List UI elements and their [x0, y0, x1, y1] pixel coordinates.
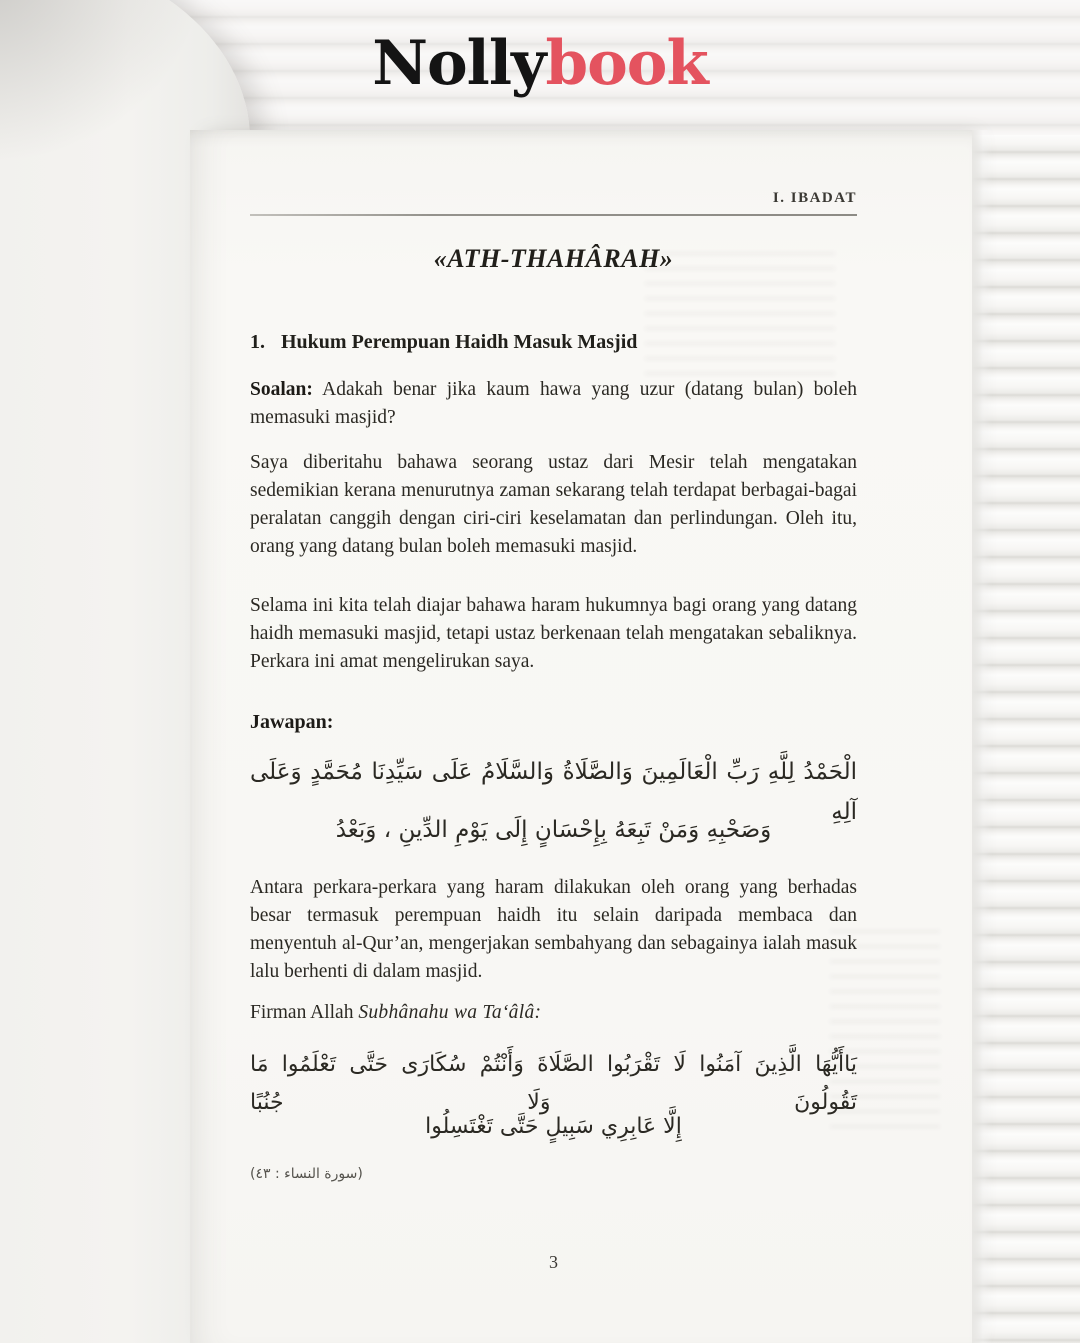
quran-verse-line-1: يَاأَيُّهَا الَّذِينَ آمَنُوا لَا تَقْرَبُوا الصَّلَاةَ وَأَنْتُمْ سُكَارَى حَتَّى تَعْلَمُوا مَا تَقُولُونَ وَلَا جُنُبًا — [250, 1052, 857, 1115]
arabic-dua-line-2: وَصَحْبِهِ وَمَنْ تَبِعَهُ بِإِحْسَانٍ إِلَى يَوْمِ الدِّينِ ، وَبَعْدُ — [335, 817, 772, 843]
arabic-dua-line-1: الْحَمْدُ لِلَّهِ رَبِّ الْعَالَمِينَ وَالصَّلَاةُ وَالسَّلَامُ عَلَى سَيِّدِنَا مُحَمَّدٍ وَعَلَى آلِهِ — [250, 759, 857, 825]
watermark-logo — [0, 28, 1080, 99]
watermark-prefix: Nolly — [372, 28, 546, 99]
page-content — [250, 130, 857, 1343]
question-label: Soalan: — [250, 379, 313, 400]
book-page — [190, 130, 972, 1343]
paragraph: Antara perkara-perkara yang haram dilakukan oleh orang yang berhadas besar termasuk perempuan haidh itu selain daripada membaca dan menyentuh al-Qur’an, mengerjakan sembahyang dan sebagainya ialah masuk lalu berhenti di dalam masjid. — [250, 877, 857, 982]
running-header: I. IBADAT — [772, 190, 857, 206]
paragraph: Selama ini kita telah diajar bahawa haram hukumnya bagi orang yang datang haidh memasuki masjid, tetapi ustaz berkenaan telah mengatakan sebaliknya. Perkara ini amat mengelirukan saya. — [250, 595, 857, 672]
firman-honorific: Subhânahu wa Ta‘âlâ: — [358, 1002, 542, 1023]
section-heading — [250, 331, 857, 354]
quran-verse-line-2: إِلَّا عَابِرِي سَبِيلٍ حَتَّى تَغْتَسِلُوا — [425, 1114, 682, 1139]
paragraph: Saya diberitahu bahawa seorang ustaz dari Mesir telah mengatakan sedemikian kerana menurutnya zaman sekarang telah terdapat berbagai-bagai peralatan canggih dengan ciri-ciri keselamatan dan perlindungan. Oleh itu, orang yang datang bulan boleh memasuki masjid. — [250, 452, 857, 557]
question-paragraph — [250, 376, 857, 432]
firman-lead: Firman Allah — [250, 1002, 354, 1023]
header-rule — [250, 214, 857, 216]
section-number: 1. — [250, 331, 265, 353]
watermark-suffix: book — [545, 28, 708, 99]
answer-label: Jawapan: — [250, 711, 334, 733]
section-title: Hukum Perempuan Haidh Masuk Masjid — [281, 331, 638, 353]
verse-source: (سورة النساء : ٤٣) — [250, 1166, 363, 1182]
chapter-title: «ATH-THAHÂRAH» — [433, 244, 674, 273]
page-number: 3 — [549, 1252, 558, 1272]
question-text: Adakah benar jika kaum hawa yang uzur (datang bulan) boleh memasuki masjid? — [250, 379, 857, 428]
firman-lead-line — [250, 999, 857, 1027]
